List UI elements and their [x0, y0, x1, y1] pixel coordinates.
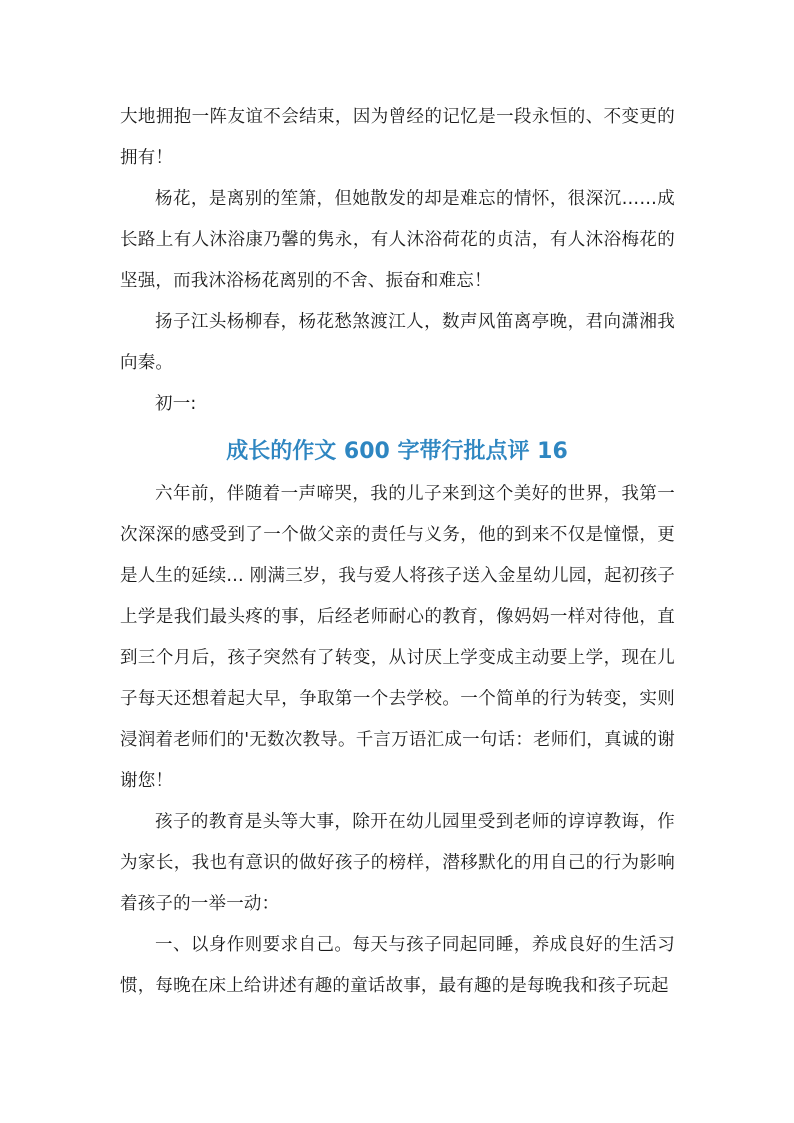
paragraph-education-priority: 孩子的教育是头等大事，除开在幼儿园里受到老师的谆谆教诲，作为家长，我也有意识的做好孩子的榜样，潜移默化的用自己的行为影响着孩子的一举一动：	[120, 812, 675, 914]
paragraph-friendship-ending: 大地拥抱一阵友谊不会结束，因为曾经的记忆是一段永恒的、不变更的拥有！	[120, 107, 675, 168]
paragraph-lead-by-example: 一、以身作则要求自己。每天与孩子同起同睡，养成良好的生活习惯，每晚在床上给讲述有趣的童话故事，最有趣的是每晚我和孩子玩起	[120, 935, 675, 996]
paragraph-willow-catkins: 杨花，是离别的笙箫，但她散发的却是难忘的情怀，很深沉……成长路上有人沐浴康乃馨的隽永，有人沐浴荷花的贞洁，有人沐浴梅花的坚强，而我沐浴杨花离别的不舍、振奋和难忘！	[120, 189, 675, 291]
paragraph-grade-label: 初一:	[155, 394, 197, 414]
essay-title: 成长的作文 600 字带行批点评 16	[226, 439, 568, 464]
paragraph-six-years-ago: 六年前，伴随着一声啼哭，我的儿子来到这个美好的世界，我第一次深深的感受到了一个做父亲的责任与义务，他的到来不仅是憧憬，更是人生的延续… 刚满三岁，我与爱人将孩子送入金星幼儿园，起初孩子上学是我们最头疼的事，后经老师耐心的教育，像妈妈一样对待他，直到三个月后，孩子突然有了转变，从讨厌上学变成主动要上学，现在儿子每天还想着起大早，争取第一个去学校。一个简单的行为转变，实则浸润着老师们的'无数次教导。千言万语汇成一句话：老师们，真诚的谢谢您！	[120, 484, 675, 791]
paragraph-poem: 扬子江头杨柳春，杨花愁煞渡江人，数声风笛离亭晚，君向潇湘我向秦。	[120, 312, 675, 373]
